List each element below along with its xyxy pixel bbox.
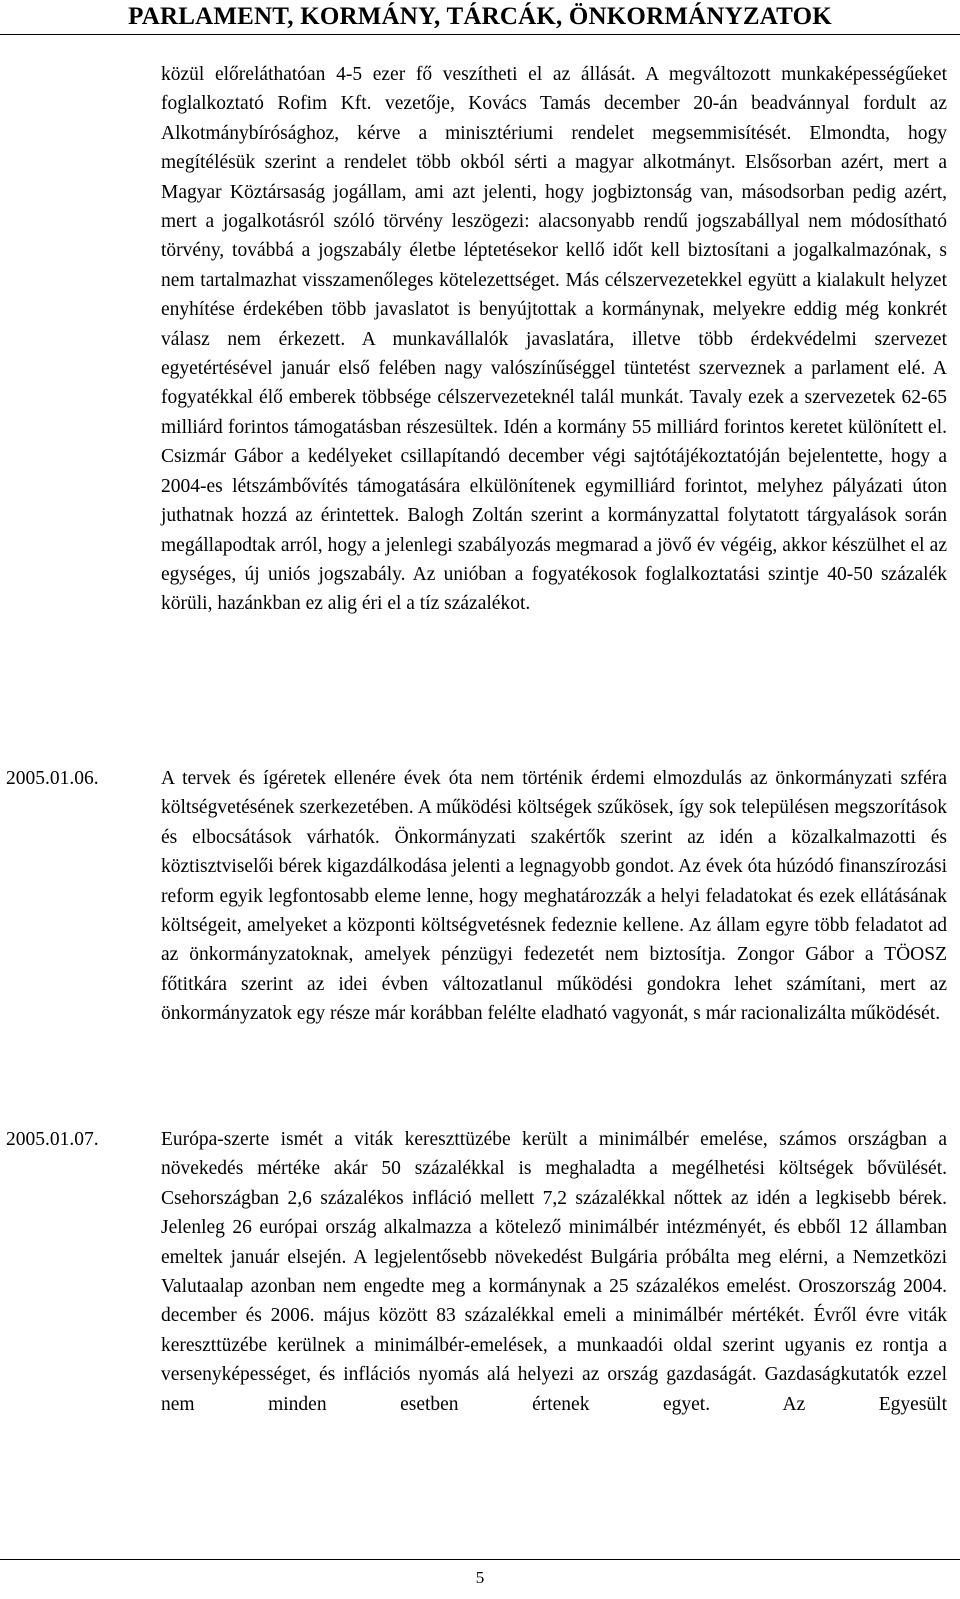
entry-text: A tervek és ígéretek ellenére évek óta nem történik érdemi elmozdulás az önkormányzati szféra költségvetésének szerkezetében. A működési költségek szűkösek, így sok településen megszorítások és elbocsátások várhatók. Önkormányzati szakértők szerint az idén a közalkalmazotti és köztisztviselői bérek kigazdálkodása jelenti a legnagyobb gondot. Az évek óta húzódó finanszírozási reform egyik legfontosabb eleme lenne, hogy meghatározzák a helyi feladatokat és ezek ellátásának költségeit, amelyeket a központi költségvetésnek fedeznie kellene. Az állam egyre több feladatot ad az önkormányzatoknak, amelyek pénzügyi fedezetét nem biztosítja. Zongor Gábor a TÖOSZ főtitkára szerint az idei évben változatlanul működési gondokra lehet számítani, mert az önkormányzatok egy része már korábban felélte eladható vagyonát, s már racionalizálta működését. — [161, 768, 947, 1025]
entry-text: Európa-szerte ismét a viták kereszttüzébe került a minimálbér emelése, számos országban a növekedés mértéke akár 50 százalékkal is meghaladta a megélhetési költségek bővülését. Csehországban 2,6 százalékos infláció mellett 7,2 százalékkal nőttek az idén a legkisebb bérek. Jelenleg 26 európai ország alkalmazza a kötelező minimálbér intézményét, és ebből 12 államban emeltek január elsején. A legjelentősebb növekedést Bulgária próbálta meg elérni, a Nemzetközi Valutaalap azonban nem engedte meg a kormánynak a 25 százalékos emelést. Oroszország 2004. december és 2006. május között 83 százalékkal emeli a minimálbér mértékét. Évről évre viták kereszttüzébe kerülnek a minimálbér-emelések, a munkaadói oldal szerint ugyanis ez rontja a versenyképességet, és inflációs nyomás alá helyezi az ország gazdaságát. Gazdaságkutatók ezzel nem minden esetben értenek egyet. Az Egyesült — [161, 1129, 947, 1415]
entry-date: 2005.01.06. — [6, 768, 99, 789]
entry-text: közül előreláthatóan 4-5 ezer fő veszítheti el az állását. A megváltozott munkaképességűeket foglalkoztató Rofim Kft. vezetője, Kovács Tamás december 20-án beadvánnyal fordult az Alkotmánybírósághoz, kérve a minisztériumi rendelet megsemmisítését. Elmondta, hogy megítélésük szerint a rendelet több okból sérti a magyar alkotmányt. Elsősorban azért, mert a Magyar Köztársaság jogállam, ami azt jelenti, hogy jogbiztonság van, másodsorban pedig azért, mert a jogalkotásról szóló törvény leszögezi: alacsonyabb rendű jogszabállyal nem módosítható törvény, továbbá a jogszabály életbe léptetésekor kellő időt kell biztosítani a jogalkalmazónak, s nem tartalmazhat visszamenőleges kötelezettséget. Más célszervezetekkel együtt a kialakult helyzet enyhítése érdekében több javaslatot is benyújtottak a kormánynak, melyekre eddig még konkrét válasz nem érkezett. A munkavállalók javaslatára, illetve több érdekvédelmi szervezet egyetértésével január első felében nagy valószínűséggel tüntetést szerveznek a parlament elé. A fogyatékkal élő emberek többsége célszervezeteknél talál munkát. Tavaly ezek a szervezetek 62-65 milliárd forintos támogatásban részesültek. Idén a kormány 55 milliárd forintos keretet különített el. Csizmár Gábor a kedélyeket csillapítandó december végi sajtótájékoztatóján bejelentette, hogy a 2004-es létszámbővítés támogatására elkülönítenek egymilliárd forintot, melyhez pályázati úton juthatnak hozzá az érintettek. Balogh Zoltán szerint a kormányzattal folytatott tárgyalások során megállapodtak arról, hogy a jelenlegi szabályozás megmarad a jövő év végéig, akkor készülhet el az egységes, új uniós jogszabály. Az unióban a fogyatékosok foglalkoztatási szintje 40-50 százalék körüli, hazánkban ez alig éri el a tíz százalékot. — [161, 64, 947, 615]
entry-date: 2005.01.07. — [6, 1129, 99, 1150]
page-number: 5 — [475, 1568, 485, 1587]
running-header: PARLAMENT, KORMÁNY, TÁRCÁK, ÖNKORMÁNYZATOK — [128, 3, 832, 30]
footer-divider — [0, 1559, 960, 1560]
header-divider — [0, 34, 960, 35]
